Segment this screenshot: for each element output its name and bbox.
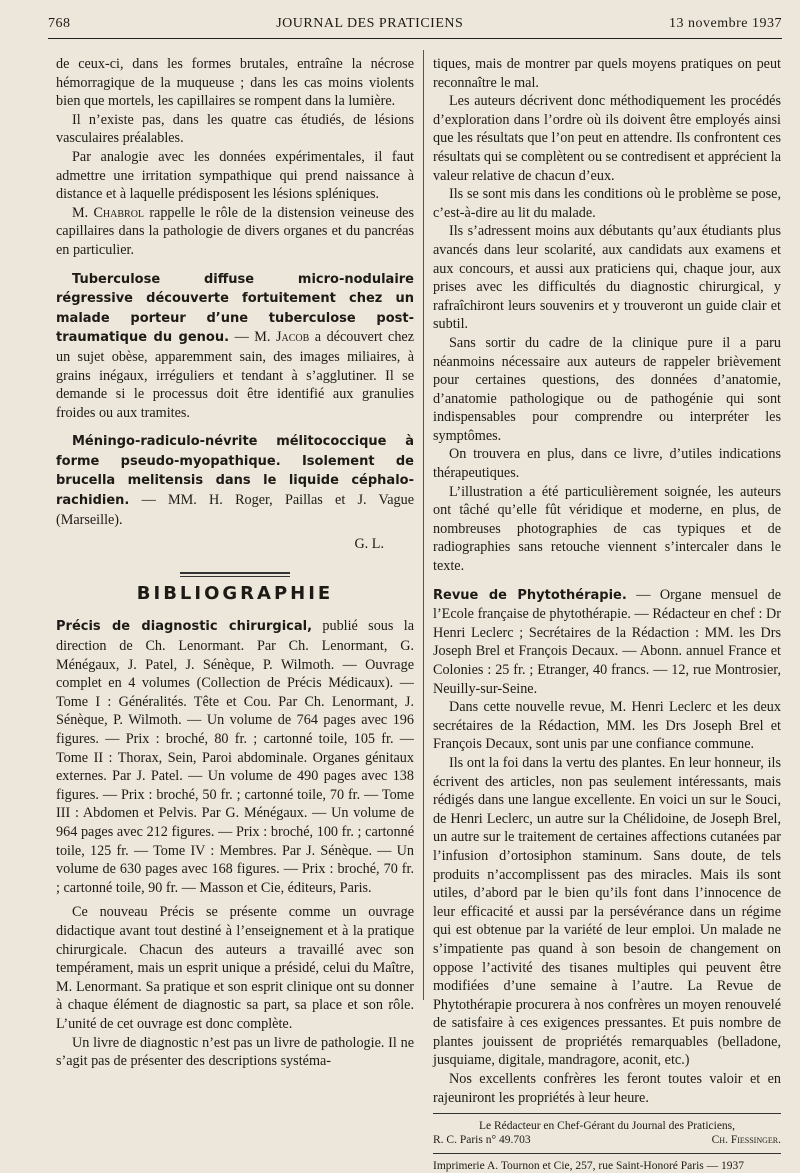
journal-title: JOURNAL DES PRATICIENS	[276, 16, 464, 31]
paragraph: On trouvera en plus, dans ce livre, d’utiles indications thérapeutiques.	[433, 446, 781, 482]
section-rule	[180, 572, 290, 577]
paragraph: Ils ont la foi dans la vertu des plantes. En leur honneur, ils écrivent des articles, non pas seulement intéressants, mais rédigés dans une langue excellente. En voici un sur le Souci, de Henri Leclerc, un autre sur la Chélidoine, de Joseph Brel, un autre sur le traitement de certaines affections cutanées par l’infusion d’ortosiphon staminum. Sans doute, de tels produits n’accomplissent pas des miracles. Mais ils sont utiles, d’abord par le bien qu’ils font dans l’innocence de leur efficacité et aussi par la persévérance dans un régime qui est obtenue par la variété de leur emploi. Un malade ne s’impatiente pas quand à son besoin de changement on oppose l’activité des tisanes multiples qui peuvent être modifiées d’une semaine à l’autre. La Revue de Phytothérapie procurera à nos confrères un moyen renouvelé de satisfaire à ces exigences pressantes. Et puis nombre de plantes jouissent de propriétés remarquables (belladone, jusquiame, digitale, mandragore, aconit, etc.)	[433, 754, 781, 1069]
paragraph: L’illustration a été particulièrement soignée, les auteurs ont tâché qu’elle fût véridique et moderne, en plus, de nombreuses photographies de cas typiques et de radiographies sans retouche viennent s’intercaler dans le texte.	[433, 483, 781, 575]
printer-line: Imprimerie A. Tournon et Cie, 257, rue Saint-Honoré Paris — 1937	[433, 1160, 745, 1173]
paragraph-text: rappelle le rôle de la distension veineuse des capillaires dans la pathologie de divers organes et du pancréas en particulier.	[56, 204, 414, 258]
footer-rule	[433, 1153, 781, 1154]
footer-rule	[433, 1113, 781, 1114]
author-name: M. Jacob	[254, 329, 310, 346]
communication-authors: — MM. H. Roger, Paillas et J. Vague (Marseille).	[56, 492, 414, 528]
left-column	[56, 55, 414, 1071]
imprint	[433, 1119, 781, 1173]
paragraph-text: a découvert chez un sujet obèse, apparemment sain, des images miliaires, à grains inégaux, irréguliers et tendant à s’agglutiner. Il se demande si le processus doit être identifié aux granulies froides ou aux tramites.	[56, 329, 415, 421]
paragraph: Ils s’adressent moins aux débutants qu’aux étudiants plus avancés dans leur scolarité, aux candidats aux examens et aux concours, et aussi aux praticiens qui, chaque jour, aux prises avec les difficultés du diagnostic chirurgical, y rafraîchiront leurs souvenirs et y trouveront un guide clair et subtil.	[433, 223, 781, 333]
author-name: M. Chabrol	[72, 204, 145, 221]
paragraph: Dans cette nouvelle revue, M. Henri Leclerc et les deux secrétaires de la Rédaction, MM. les Drs Joseph Brel et François Decaux, sont unis par une confiance commune.	[433, 699, 781, 753]
communication-title: Tuberculose diffuse micro-nodulaire régressive découverte fortuitement chez un malade porteur d’une tuberculose post-traumatique du genou.	[56, 271, 414, 346]
page-header	[48, 12, 782, 36]
paragraph: tiques, mais de montrer par quels moyens pratiques on peut reconnaître le mal.	[433, 56, 781, 91]
review-entry	[433, 586, 781, 699]
paragraph: Ils se sont mis dans les conditions où le problème se pose, c’est-à-dire au lit du malade.	[433, 186, 781, 221]
header-rule	[48, 38, 782, 39]
bibliography-heading: BIBLIOGRAPHIE	[136, 582, 334, 604]
paragraph: Sans sortir du cadre de la clinique pure il a paru néanmoins nécessaire aux auteurs de rappeler brièvement pour certaines questions, des données d’anatomie, d’anatomie pathologique ou de pathogénie qui sont indispensables pour comprendre ou interpréter les symptômes.	[433, 334, 781, 444]
paragraph: Nos excellents confrères les feront toutes valoir et en rajeuniront les propriétés à leur heure.	[433, 1071, 781, 1106]
editor-line: Le Rédacteur en Chef-Gérant du Journal des Praticiens,	[478, 1120, 736, 1133]
paragraph: Un livre de diagnostic n’est pas un livre de pathologie. Il ne s’agit pas de présenter des descriptions systéma-	[56, 1034, 414, 1070]
paragraph: Par analogie avec les données expérimentales, il faut admettre une irritation sympathique qui prend naissance à distance et à laquelle prédisposent les lésions spléniques.	[56, 148, 414, 203]
book-details: publié sous la direction de Ch. Lenormant. Par Ch. Lenormant, G. Ménégaux, J. Patel, J. Sénèque, P. Wilmoth. — Ouvrage complet en 4 volumes (Collection de Précis Médicaux). — Tome I : Généralités. Tête et Cou. Par Ch. Lenormant, J. Sénèque, P. Wilmoth. — Un volume de 764 pages avec 196 figures. — Prix : broché, 80 fr. ; cartonné toile, 105 fr. — Tome II : Thorax, Sein, Paroi abdominale. Organes génitaux externes. Par J. Patel. — Un volume de 490 pages avec 138 figures. — Prix : broché, 50 fr. ; cartonné toile, 70 fr. — Tome III : Abdomen et Pelvis. Par G. Ménégaux. — Un volume de 964 pages avec 212 figures. — Prix : broché, 100 fr. ; cartonné toile, 125 fr. — Tome IV : Membres. Par J. Sénèque. — Un volume de 630 pages avec 168 figures. — Prix : broché, 70 fr. ; cartonné toile, 90 fr. — Masson et Cie, éditeurs, Paris.	[56, 618, 415, 896]
communication-meningo	[56, 432, 414, 529]
right-column	[433, 55, 781, 1173]
paragraph: Il n’existe pas, dans les quatre cas étudiés, de lésions vasculaires préalables.	[56, 111, 414, 147]
paragraph	[56, 204, 414, 260]
registry-number: R. C. Paris n° 49.703	[433, 1134, 531, 1147]
paragraph: Ce nouveau Précis se présente comme un ouvrage didactique avant tout destiné à l’enseignement et à la pratique chirurgicale. Chacun des auteurs a travaillé avec son tempérament, mais un esprit unique a présidé, celui du Maître, M. Lenormant. Sa pratique et son esprit clinique ont su donner à chaque élément de diagnostic sa part, sa place et son rôle. L’unité de cet ouvrage est donc complète.	[56, 904, 414, 1032]
issue-date: 13 novembre 1937	[669, 16, 782, 31]
book-entry	[56, 617, 414, 897]
review-title: Revue de Phytothérapie.	[433, 587, 627, 603]
signature: G. L.	[354, 536, 384, 553]
paragraph: de ceux-ci, dans les formes brutales, entraîne la nécrose hémorragique de la muqueuse ; dans les cas moins violents bien que mortels, les capillaires se rompent dans la lumière.	[56, 56, 414, 110]
page-number: 768	[48, 16, 71, 31]
column-divider	[423, 50, 424, 1000]
communication-tuberculose	[56, 270, 414, 423]
paragraph: Les auteurs décrivent donc méthodiquement les procédés d’exploration dans l’ordre où ils doivent être employés ainsi que les résultats que l’on peut en attendre. Ils confrontent ces résultats qui se complètent ou se contredisent et apprécient la valeur relative de chacun d’eux.	[433, 93, 781, 184]
book-title: Précis de diagnostic chirurgical,	[56, 619, 313, 635]
editor-name: Ch. Fiessinger.	[711, 1134, 781, 1147]
dash: —	[229, 329, 255, 346]
communication-title: Méningo-radiculo-névrite mélitococcique à forme pseudo-myopathique. Isolement de brucella melitensis dans le liquide céphalo-rachidien.	[56, 434, 414, 509]
review-details: — Organe mensuel de l’Ecole française de phytothérapie. — Rédacteur en chef : Dr Henri Leclerc ; Secrétaires de la Rédaction : MM. les Drs Joseph Brel et François Decaux. — Abonn. annuel France et Colonies : 25 fr. ; Etranger, 40 francs. — 12, rue Montrosier, Neuilly-sur-Seine.	[433, 586, 781, 697]
